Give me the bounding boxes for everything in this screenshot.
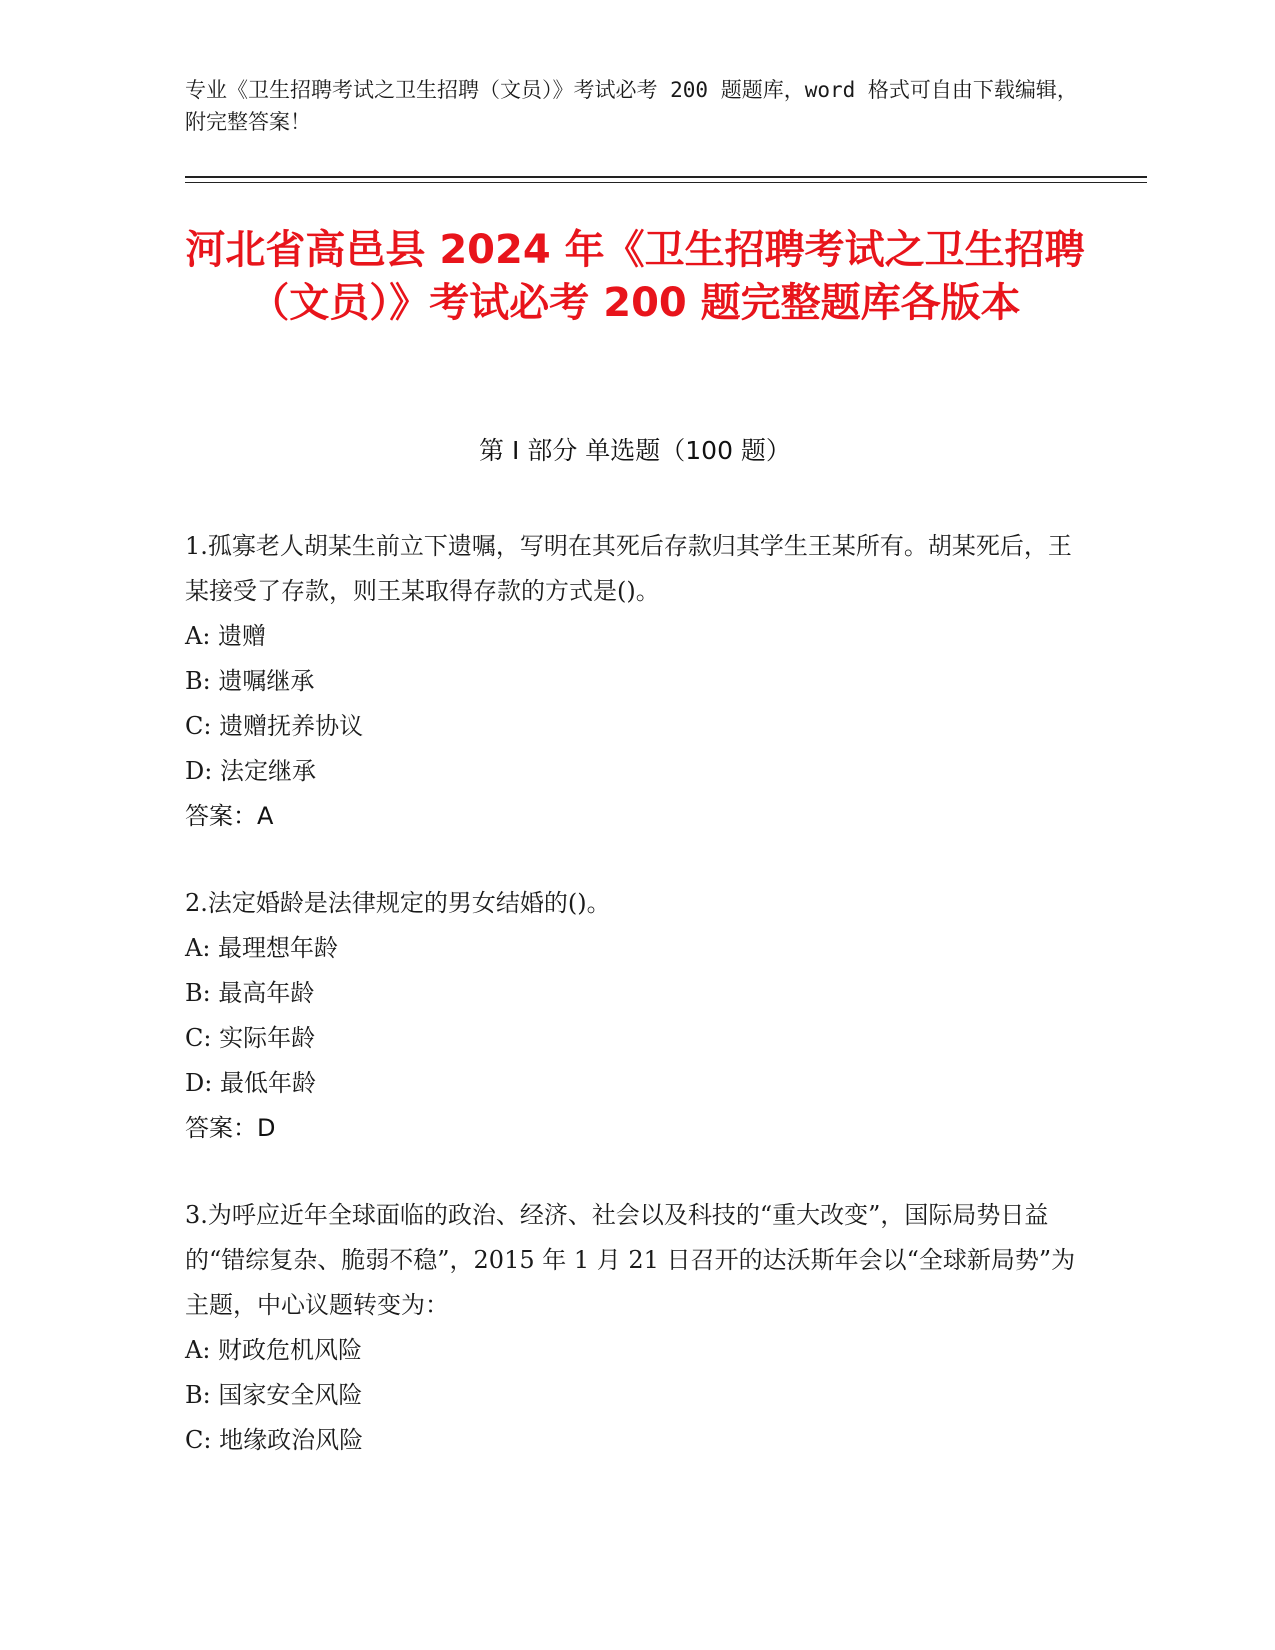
option-c: C: 遗赠抚养协议 [185,712,364,740]
question-stem: 2.法定婚龄是法律规定的男女结婚的()。 [185,889,611,917]
answer: 答案：A [185,802,274,830]
section-heading: 第 I 部分 单选题（100 题） [479,436,791,465]
option-a: A: 最理想年龄 [185,934,339,962]
option-a: A: 财政危机风险 [185,1336,363,1364]
option-b: B: 最高年龄 [185,979,315,1007]
option-d: D: 最低年龄 [185,1069,316,1097]
option-c: C: 地缘政治风险 [185,1426,364,1454]
option-b: B: 遗嘱继承 [185,667,315,695]
option-a: A: 遗赠 [185,622,267,650]
document-title: 河北省高邑县 2024 年《卫生招聘考试之卫生招聘（文员）》考试必考 200 题完整题库各版本 [185,227,1085,326]
question-2 [185,881,1085,1151]
question-stem: 1.孤寡老人胡某生前立下遗嘱，写明在其死后存款归其学生王某所有。胡某死后，王某接受了存款，则王某取得存款的方式是()。 [185,532,1072,605]
question-1 [185,524,1085,839]
answer: 答案：D [185,1114,276,1142]
question-3 [185,1193,1085,1463]
question-list [185,524,1085,1505]
header-note: 专业《卫生招聘考试之卫生招聘（文员）》考试必考 200 题题库，word 格式可自由下载编辑，附完整答案！ [185,78,1078,134]
header-rule-thick [185,176,1147,178]
question-stem: 3.为呼应近年全球面临的政治、经济、社会以及科技的“重大改变”，国际局势日益的“错综复杂、脆弱不稳”，2015 年 1 月 21 日召开的达沃斯年会以“全球新局势”为主题，中心议题转变为： [185,1201,1076,1319]
option-b: B: 国家安全风险 [185,1381,363,1409]
option-d: D: 法定继承 [185,757,316,785]
header-rule-thin [185,182,1147,183]
option-c: C: 实际年龄 [185,1024,316,1052]
